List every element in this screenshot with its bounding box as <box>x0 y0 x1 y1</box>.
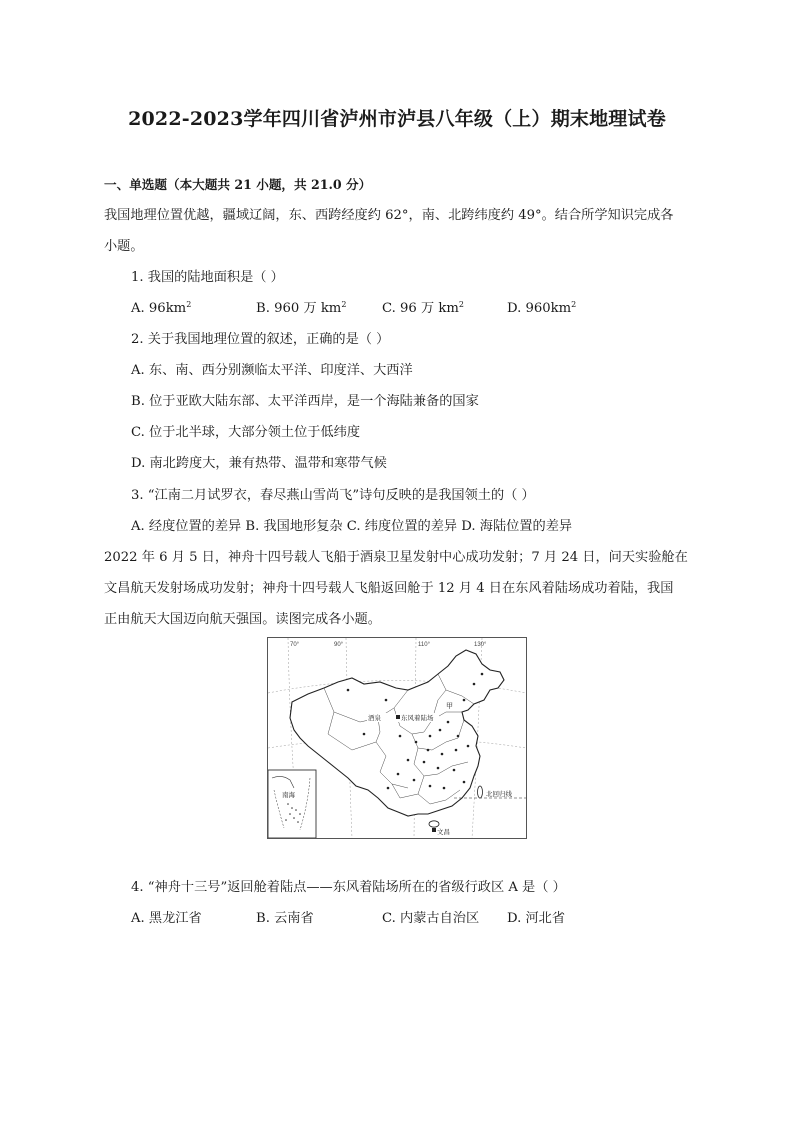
stem1-line1: 我国地理位置优越，疆域辽阔，东、西跨经度约 62°，南、北跨纬度约 49°。结合所学知识完成各 <box>104 208 674 223</box>
q1-option-a-sup: 2 <box>186 300 192 309</box>
q1-text: 1. 我国的陆地面积是（ ） <box>131 270 284 285</box>
q1-option-d: D. $960km^2$ <box>507 300 577 316</box>
q2-option-a: A. 东、南、西分别濒临太平洋、印度洋、大西洋 <box>131 363 413 378</box>
wenchang-label: 文昌 <box>437 828 450 836</box>
q3-options: A. 经度位置的差异 B. 我国地形复杂 C. 纬度位置的差异 D. 海陆位置的差异 <box>131 519 573 534</box>
q1-option-c: C. 96 万 $km^2$ <box>382 300 464 316</box>
taiwan-island <box>478 786 483 798</box>
q2-text: 2. 关于我国地理位置的叙述，正确的是（ ） <box>131 332 390 347</box>
q4-text: 4. “神舟十三号”返回舱着陆点——东风着陆场所在的省级行政区 A 是（ ） <box>131 880 566 895</box>
q2-option-d: D. 南北跨度大，兼有热带、温带和寒带气候 <box>131 456 387 471</box>
dongfeng-marker <box>396 715 400 719</box>
stem2-line1: 2022 年 6 月 5 日，神舟十四号载人飞船于酒泉卫星发射中心成功发射；7 月 24 日，问天实验舱在 <box>104 550 688 565</box>
lon-label-70: 70° <box>290 642 300 648</box>
south-sea-label: 南海 <box>282 791 295 799</box>
q3-text: 3. “江南二月试罗衣，春尽燕山雪尚飞”诗句反映的是我国领土的（ ） <box>131 488 535 503</box>
q4-option-b: B. 云南省 <box>256 911 314 926</box>
stem2-line2: 文昌航天发射场成功发射；神舟十四号载人飞船返回舱于 12 月 4 日在东风着陆场成功着陆，我国 <box>104 581 674 596</box>
q1-option-a: A. $96km^2$ <box>131 300 192 316</box>
q4-option-a: A. 黑龙江省 <box>131 911 202 926</box>
china-map-figure <box>267 637 527 839</box>
q1-option-b-sup: 2 <box>341 300 347 309</box>
tropic-label: 北回归线 <box>486 790 512 798</box>
q1-option-b: B. 960 万 $km^2$ <box>256 300 347 316</box>
q4-option-d: D. 河北省 <box>507 911 566 926</box>
dongfeng-label: 东风着陆场 <box>401 714 434 722</box>
section-heading: 一、单选题（本大题共 21 小题，共 21.0 分） <box>104 177 372 192</box>
exam-title: 2022-2023学年四川省泸州市泸县八年级（上）期末地理试卷 <box>128 108 666 130</box>
lon-label-130: 130° <box>474 642 487 648</box>
jiuquan-label: 酒泉 <box>368 714 381 722</box>
q2-option-c: C. 位于北半球，大部分领土位于低纬度 <box>131 425 361 440</box>
china-outline <box>290 650 504 816</box>
lon-label-110: 110° <box>418 642 430 648</box>
q2-option-b: B. 位于亚欧大陆东部、太平洋西岸，是一个海陆兼备的国家 <box>131 394 479 409</box>
stem2-line3: 正由航天大国迈向航天强国。读图完成各小题。 <box>104 612 381 627</box>
jia-label: 甲 <box>446 702 453 710</box>
wenchang-marker <box>432 828 436 832</box>
stem1-line2: 小题。 <box>104 239 144 254</box>
q1-option-c-sup: 2 <box>458 300 464 309</box>
hainan-island <box>429 821 439 827</box>
lon-label-90: 90° <box>334 642 344 648</box>
south-sea-inset <box>268 770 316 838</box>
q1-option-d-sup: 2 <box>571 300 577 309</box>
china-map-svg <box>268 638 526 838</box>
q4-option-c: C. 内蒙古自治区 <box>382 911 480 926</box>
